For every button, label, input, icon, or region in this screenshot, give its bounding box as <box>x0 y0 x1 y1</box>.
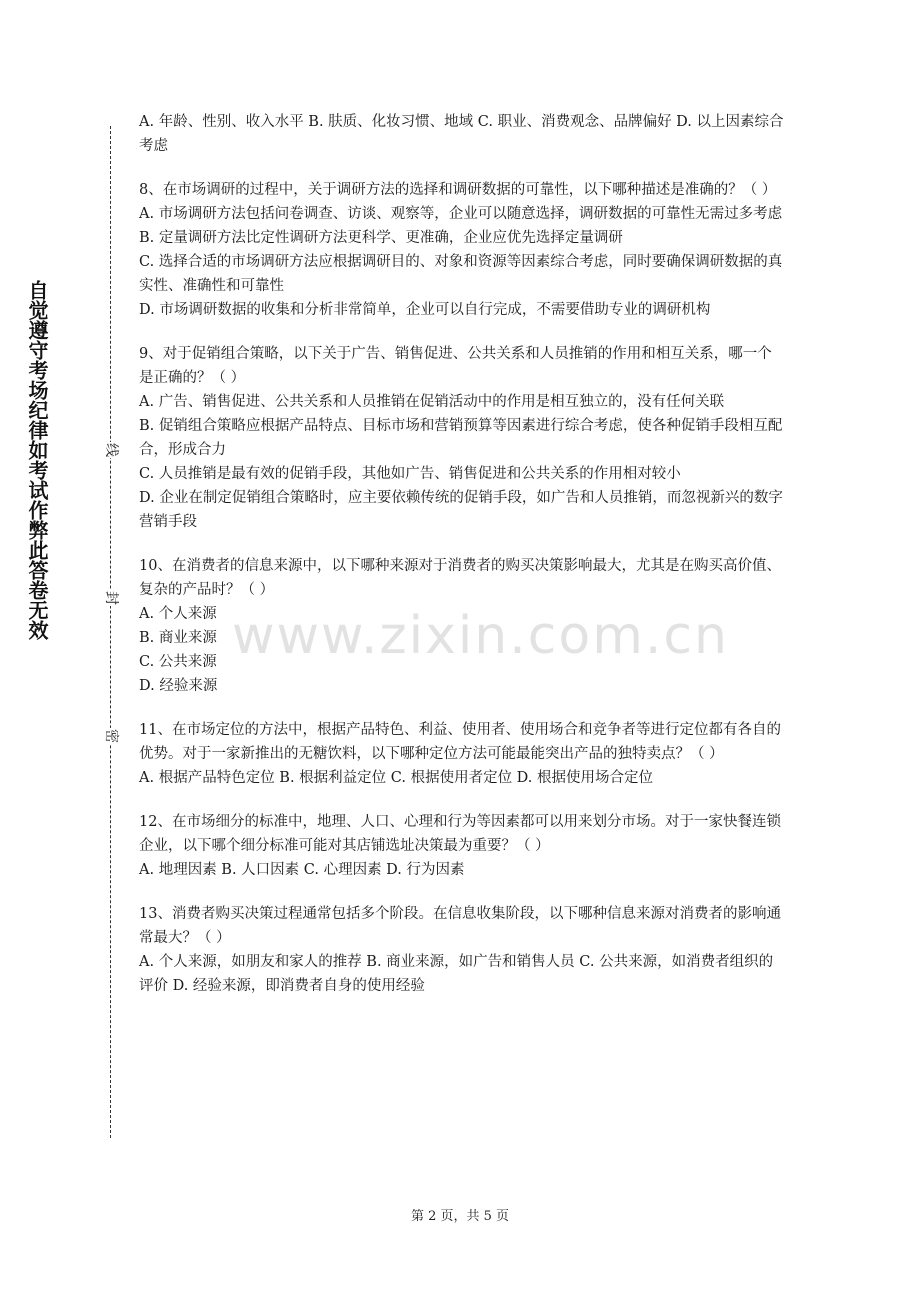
question-option: C. 人员推销是最有效的促销手段，其他如广告、销售促进和公共关系的作用相对较小 <box>139 466 681 482</box>
question-option: A. 市场调研方法包括问卷调查、访谈、观察等，企业可以随意选择，调研数据的可靠性无需过多考虑 <box>139 206 783 222</box>
question-option: D. 市场调研数据的收集和分析非常简单，企业可以自行完成，不需要借助专业的调研机构 <box>139 302 711 318</box>
question-11 <box>139 718 784 790</box>
question-13 <box>139 902 784 998</box>
question-list <box>139 110 784 1018</box>
question-option: B. 商业来源 <box>139 630 217 646</box>
page-number: 第 2 页，共 5 页 <box>410 1209 510 1224</box>
question-option: A. 根据产品特色定位 B. 根据利益定位 C. 根据使用者定位 D. 根据使用场合定位 <box>139 770 654 786</box>
question-stem: 12、在市场细分的标准中，地理、人口、心理和行为等因素都可以用来划分市场。对于一家快餐连锁企业，以下哪个细分标准可能对其店铺选址决策最为重要？（ ） <box>139 814 781 854</box>
question-10 <box>139 554 784 698</box>
question-option: C. 公共来源 <box>139 654 217 670</box>
question-option: A. 广告、销售促进、公共关系和人员推销在促销活动中的作用是相互独立的，没有任何关联 <box>139 394 725 410</box>
question-option: A. 年龄、性别、收入水平 B. 肤质、化妆习惯、地域 C. 职业、消费观念、品牌偏好 D. 以上因素综合考虑 <box>139 114 784 154</box>
question-option: C. 选择合适的市场调研方法应根据调研目的、对象和资源等因素综合考虑，同时要确保调研数据的真实性、准确性和可靠性 <box>139 254 783 294</box>
question-stem: 13、消费者购买决策过程通常包括多个阶段。在信息收集阶段，以下哪种信息来源对消费者的影响通常最大？（ ） <box>139 906 781 946</box>
question-7-tail <box>139 110 784 158</box>
question-option: D. 企业在制定促销组合策略时，应主要依赖传统的促销手段，如广告和人员推销，而忽视新兴的数字营销手段 <box>139 490 783 530</box>
binding-mark-secret: 密 <box>103 729 119 743</box>
binding-dashed-line <box>110 126 111 1138</box>
exam-discipline-warning: 自觉遵守考场纪律如考试作弊此答卷无效 <box>25 280 49 640</box>
question-option: A. 个人来源，如朋友和家人的推荐 B. 商业来源，如广告和销售人员 C. 公共来源，如消费者组织的评价 D. 经验来源，即消费者自身的使用经验 <box>139 954 774 994</box>
question-stem: 8、在市场调研的过程中，关于调研方法的选择和调研数据的可靠性，以下哪种描述是准确的？（ ） <box>139 182 777 198</box>
question-stem: 10、在消费者的信息来源中，以下哪种来源对于消费者的购买决策影响最大，尤其是在购买高价值、复杂的产品时？（ ） <box>139 558 781 598</box>
question-option: A. 地理因素 B. 人口因素 C. 心理因素 D. 行为因素 <box>139 862 465 878</box>
question-stem: 9、对于促销组合策略，以下关于广告、销售促进、公共关系和人员推销的作用和相互关系，哪一个是正确的？（ ） <box>139 346 772 386</box>
question-option: A. 个人来源 <box>139 606 217 622</box>
binding-mark-seal: 封 <box>103 591 119 605</box>
question-stem: 11、在市场定位的方法中，根据产品特色、利益、使用者、使用场合和竞争者等进行定位都有各自的优势。对于一家新推出的无糖饮料，以下哪种定位方法可能最能突出产品的独特卖点？（ ） <box>139 722 781 762</box>
question-option: B. 定量调研方法比定性调研方法更科学、更准确，企业应优先选择定量调研 <box>139 230 623 246</box>
question-9 <box>139 342 784 534</box>
question-12 <box>139 810 784 882</box>
binding-mark-line: 线 <box>103 443 119 457</box>
question-option: B. 促销组合策略应根据产品特点、目标市场和营销预算等因素进行综合考虑，使各种促销手段相互配合，形成合力 <box>139 418 783 458</box>
question-option: D. 经验来源 <box>139 678 218 694</box>
question-8 <box>139 178 784 322</box>
watermark: www.zixin.com.cn <box>232 606 729 666</box>
